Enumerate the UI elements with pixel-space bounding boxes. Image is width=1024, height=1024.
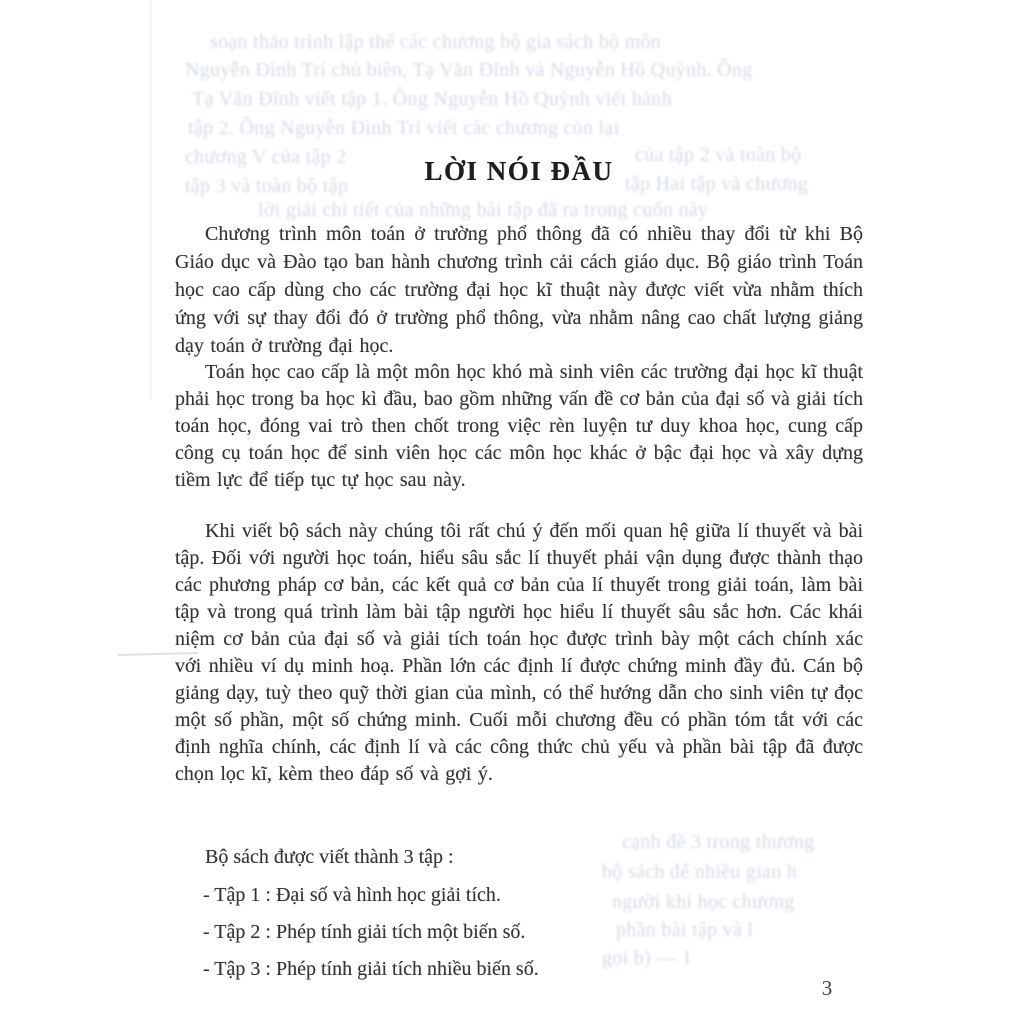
- ghost-text-line: tập Hai tập và chương: [625, 173, 809, 195]
- ghost-text-line: Tạ Văn Đĩnh viết tập 1. Ông Nguyễn Hồ Quỳnh viết hành: [192, 88, 672, 110]
- ghost-text-line: tập 2. Ông Nguyễn Đình Trí viết các chương còn lại: [188, 117, 620, 139]
- ghost-text-line: người khi học chương: [612, 891, 795, 913]
- series-volume-3: - Tập 3 : Phép tính giải tích nhiều biến số.: [203, 958, 539, 980]
- ghost-text-line: phần bài tập và l: [616, 919, 754, 941]
- preface-paragraph-2: Toán học cao cấp là một môn học khó mà sinh viên các trường đại học kĩ thuật phải học trong ba học kì đầu, bao gồm những vấn đề cơ bản của đại số và giải tích toán học, đóng vai trò then chốt trong việc rèn luyện tư duy khoa học, cung cấp công cụ toán học để sinh viên học các môn học khác ở bậc đại học và xây dựng tiềm lực để tiếp tục tự học sau này.: [175, 361, 863, 491]
- ghost-text-line: của tập 2 và toàn bộ: [635, 144, 802, 166]
- series-lead-line: Bộ sách được viết thành 3 tập :: [205, 846, 454, 868]
- ghost-text-line: cạnh đề 3 trong thương: [622, 831, 815, 853]
- preface-title: LỜI NÓI ĐẦU: [424, 156, 614, 187]
- ghost-text-line: bộ sách để nhiều gian h: [602, 861, 798, 883]
- series-volume-2: - Tập 2 : Phép tính giải tích một biến số.: [203, 921, 526, 943]
- ghost-text-line: gọi b) — 1: [602, 947, 693, 969]
- ghost-text-line: lời giải chi tiết của những bài tập đã ra trong cuốn này: [258, 199, 708, 221]
- ghost-text-line: Nguyễn Đình Trí chủ biên, Tạ Văn Đĩnh và Nguyễn Hồ Quỳnh. Ông: [185, 59, 753, 81]
- ghost-text-line: chương V của tập 2: [185, 146, 347, 168]
- ghost-text-line: soạn thảo trình lập thể các chương bộ gia sách bộ môn: [210, 31, 662, 53]
- page-number: 3: [821, 976, 833, 1000]
- preface-paragraph-1: Chương trình môn toán ở trường phổ thông đã có nhiều thay đổi từ khi Bộ Giáo dục và Đào tạo ban hành chương trình cải cách giáo dục. Bộ giáo trình Toán học cao cấp dùng cho các trường đại học kĩ thuật này được viết vừa nhằm thích ứng với sự thay đổi đó ở trường phổ thông, vừa nhằm nâng cao chất lượng giảng dạy toán ở trường đại học.: [175, 223, 863, 357]
- series-volume-1: - Tập 1 : Đại số và hình học giải tích.: [203, 884, 501, 906]
- page-edge-shadow: [150, 0, 152, 400]
- preface-paragraph-3: Khi viết bộ sách này chúng tôi rất chú ý đến mối quan hệ giữa lí thuyết và bài tập. Đối với người học toán, hiểu sâu sắc lí thuyết phải vận dụng được thành thạo các phương pháp cơ bản, các kết quả cơ bản của lí thuyết trong giải toán, làm bài tập và trong quá trình làm bài tập người học hiểu lí thuyết sâu sắc hơn. Các khái niệm cơ bản của đại số và giải tích toán học được trình bày một cách chính xác với nhiều ví dụ minh hoạ. Phần lớn các định lí được chứng minh đầy đủ. Cán bộ giảng dạy, tuỳ theo quỹ thời gian của mình, có thể hướng dẫn cho sinh viên tự đọc một số phần, một số chứng minh. Cuối mỗi chương đều có phần tóm tắt với các định nghĩa chính, các định lí và các công thức chủ yếu và phần bài tập đã được chọn lọc kĩ, kèm theo đáp số và gợi ý.: [175, 520, 863, 785]
- ghost-text-line: tập 3 và toàn bộ tập: [185, 175, 349, 197]
